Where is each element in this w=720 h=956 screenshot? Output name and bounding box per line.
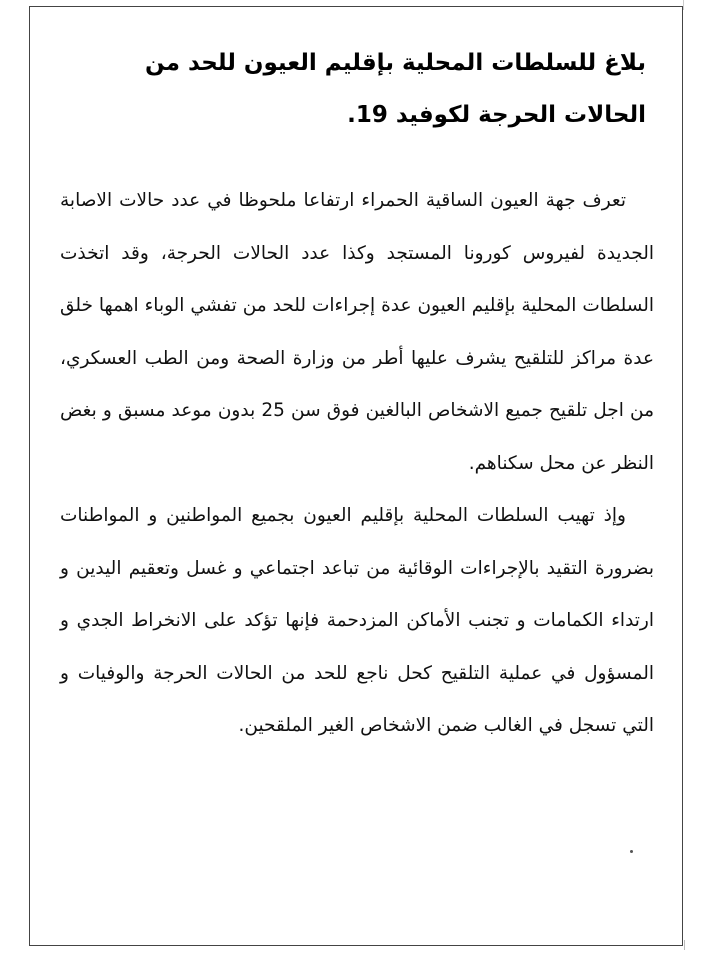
stray-dot [630,850,633,853]
document-title: بلاغ للسلطات المحلية بإقليم العيون للحد من الحالات الحرجة لكوفيد 19. [145,50,646,128]
scan-edge-top [683,0,696,10]
paragraph-2: وإذ تهيب السلطات المحلية بإقليم العيون بجميع المواطنين و المواطنات بضرورة التقيد بالإجراءات الوقائية من تباعد اجتماعي و غسل وتعقيم اليدين و ارتداء الكمامات و تجنب الأماكن المزدحمة فإنها تؤكد على الانخراط الجدي و المسؤول في عملية التلقيح كحل ناجع للحد من الحالات الحرجة والوفيات و التي تسجل في الغالب ضمن الاشخاص الغير الملقحين. [60,505,654,736]
document-frame [29,6,683,946]
document-body [60,37,654,753]
paragraph-1: تعرف جهة العيون الساقية الحمراء ارتفاعا ملحوظا في عدد حالات الاصابة الجديدة لفيروس كورونا المستجد وكذا عدد الحالات الحرجة، وقد اتخذت السلطات المحلية بإقليم العيون عدة إجراءات للحد من تفشي الوباء اهمها خلق عدة مراكز للتلقيح يشرف عليها أطر من وزارة الصحة ومن الطب العسكري، من اجل تلقيح جميع الاشخاص البالغين فوق سن 25 بدون موعد مسبق و بغض النظر عن محل سكناهم. [60,190,654,474]
scan-edge-bottom [684,940,695,950]
